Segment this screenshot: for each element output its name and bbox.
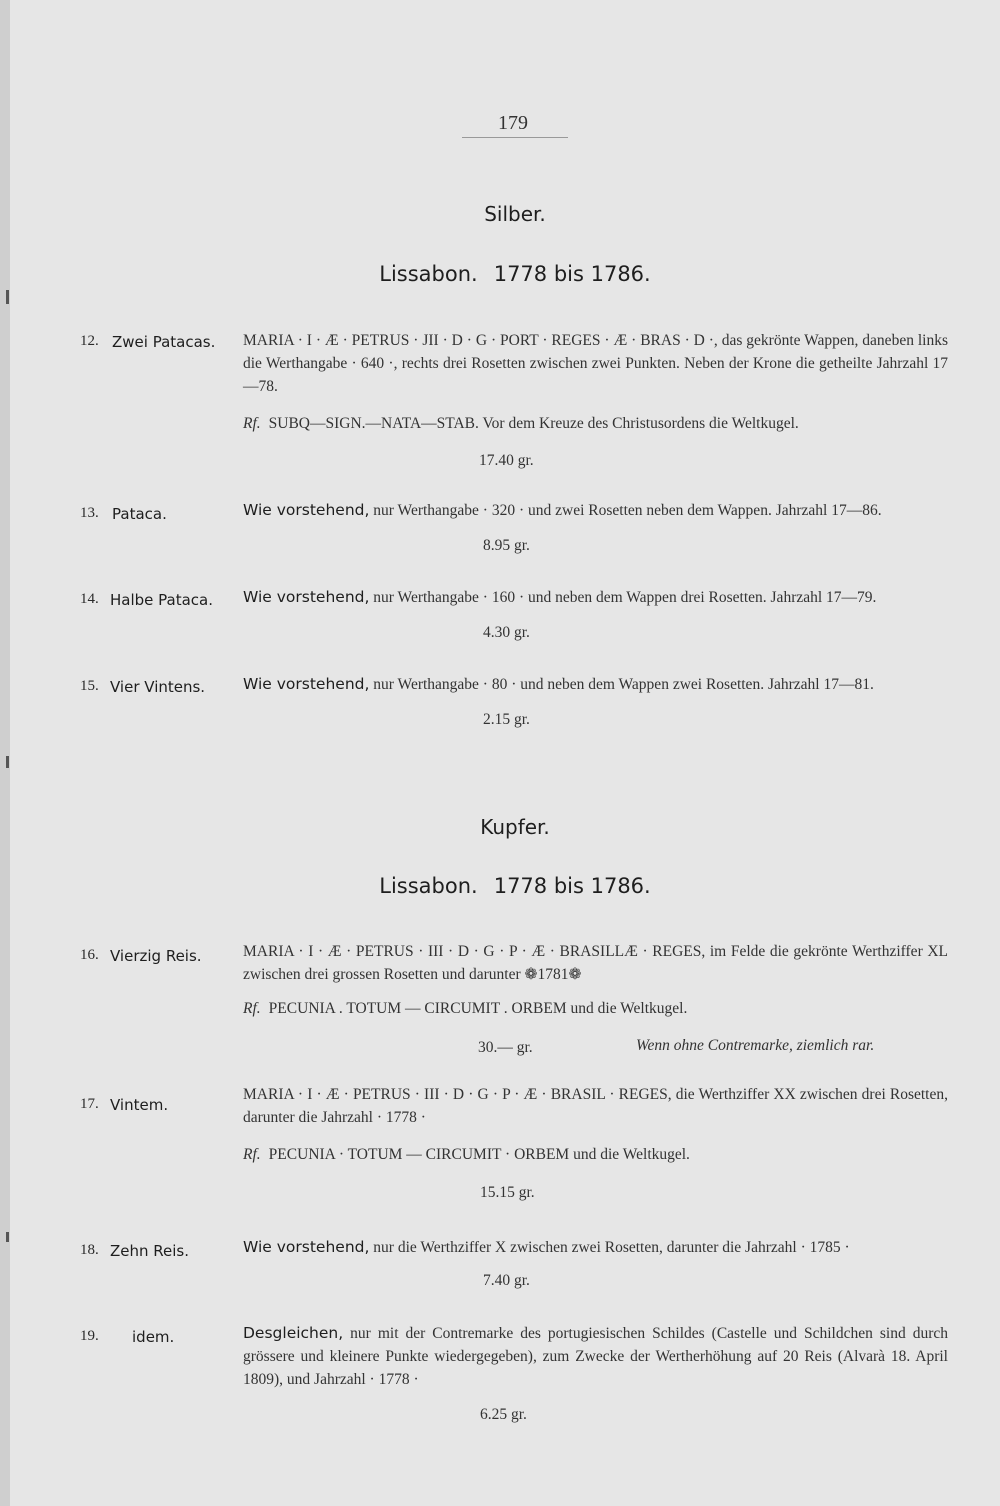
entry-number: 19. <box>80 1328 99 1344</box>
mint-years: 1778 bis 1786. <box>493 874 651 898</box>
coin-weight: 30.— gr. <box>478 1039 533 1056</box>
entry-number: 16. <box>80 947 99 963</box>
description-text: nur mit der Contremarke des portugiesischen Schildes (Castelle und Schildchen sind durch grössere und kleinere Punkte wiedergegeben), zum Zwecke der Wertherhöhung auf 20 Reis (Alvarà 18. April 1809), und Jahrzahl · 1778 · <box>243 1325 948 1388</box>
coin-description <box>243 586 948 609</box>
description-lead: Wie vorstehend, <box>243 1238 370 1256</box>
reverse-description <box>243 415 799 433</box>
coin-name: Vierzig Reis. <box>110 947 202 965</box>
reverse-description <box>243 1000 687 1018</box>
coin-weight: 15.15 gr. <box>480 1184 535 1201</box>
reverse-text: PECUNIA . TOTUM — CIRCUMIT . ORBEM und die Weltkugel. <box>268 1000 688 1017</box>
description-lead: Desgleichen, <box>243 1324 344 1342</box>
reverse-description <box>243 1146 690 1164</box>
coin-weight: 2.15 gr. <box>483 711 530 728</box>
entry-number: 17. <box>80 1096 99 1112</box>
reverse-text: PECUNIA · TOTUM — CIRCUMIT · ORBEM und die Weltkugel. <box>268 1146 690 1163</box>
coin-weight: 4.30 gr. <box>483 624 530 641</box>
coin-description <box>243 1322 948 1391</box>
coin-name: Vier Vintens. <box>110 678 206 696</box>
section-heading-mint <box>0 262 1000 286</box>
rarity-note: Wenn ohne Contremarke, ziemlich rar. <box>636 1037 875 1054</box>
coin-name: Zehn Reis. <box>110 1242 190 1260</box>
margin-mark <box>6 290 9 304</box>
entry-number: 13. <box>80 505 99 521</box>
margin-mark <box>6 1232 9 1242</box>
entry-number: 14. <box>80 591 99 607</box>
coin-weight: 7.40 gr. <box>483 1272 530 1289</box>
coin-weight: 17.40 gr. <box>479 452 534 469</box>
entry-number: 18. <box>80 1242 99 1258</box>
coin-weight: 8.95 gr. <box>483 537 530 554</box>
coin-weight: 6.25 gr. <box>480 1406 527 1423</box>
coin-description <box>243 499 948 522</box>
description-text: nur Werthangabe · 80 · und neben dem Wappen zwei Rosetten. Jahrzahl 17—81. <box>373 676 874 693</box>
coin-name: Vintem. <box>110 1096 169 1114</box>
coin-name: idem. <box>132 1328 175 1346</box>
mint-name: Lissabon. <box>379 874 478 898</box>
coin-description <box>243 1236 948 1259</box>
description-lead: Wie vorstehend, <box>243 675 370 693</box>
coin-name: Zwei Patacas. <box>112 333 216 351</box>
mint-name: Lissabon. <box>379 262 478 286</box>
section-heading-mint <box>0 874 1000 898</box>
description-text: nur Werthangabe · 160 · und neben dem Wappen drei Rosetten. Jahrzahl 17—79. <box>373 589 877 606</box>
reverse-label: Rf. <box>243 1000 261 1017</box>
description-text: nur Werthangabe · 320 · und zwei Rosetten neben dem Wappen. Jahrzahl 17—86. <box>373 502 882 519</box>
description-text: nur die Werthziffer X zwischen zwei Rosetten, darunter die Jahrzahl · 1785 · <box>373 1239 850 1256</box>
margin-mark <box>6 756 9 768</box>
description-lead: Wie vorstehend, <box>243 588 370 606</box>
reverse-text: SUBQ—SIGN.—NATA—STAB. Vor dem Kreuze des Christusordens die Weltkugel. <box>268 415 799 432</box>
description-text: MARIA · I · Æ · PETRUS · III · D · G · P · Æ · BRASILLÆ · REGES, im Felde die gekrönte Werthziffer XL zwischen drei grossen Rosetten und darunter ❁1781❁ <box>243 943 948 983</box>
entry-number: 15. <box>80 678 99 694</box>
description-text: MARIA · I · Æ · PETRUS · JII · D · G · PORT · REGES · Æ · BRAS · D ·, das gekrönte Wappen, daneben links die Werthangabe · 640 ·, rechts drei Rosetten zwischen zwei Punkten. Neben der Krone die getheilte Jahrzahl 17—78. <box>243 332 948 395</box>
coin-description <box>243 329 948 398</box>
page-number: 179 <box>498 112 528 134</box>
coin-name: Halbe Pataca. <box>110 591 214 609</box>
description-text: MARIA · I · Æ · PETRUS · III · D · G · P · Æ · BRASIL · REGES, die Werthziffer XX zwischen drei Rosetten, darunter die Jahrzahl · 1778 · <box>243 1086 948 1126</box>
mint-years: 1778 bis 1786. <box>493 262 651 286</box>
coin-description <box>243 940 948 986</box>
entry-number: 12. <box>80 333 99 349</box>
section-heading-metal: Silber. <box>484 202 546 226</box>
page-number-rule <box>462 137 568 138</box>
coin-name: Pataca. <box>112 505 167 523</box>
section-heading-metal: Kupfer. <box>480 815 550 839</box>
reverse-label: Rf. <box>243 1146 261 1163</box>
reverse-label: Rf. <box>243 415 261 432</box>
coin-description <box>243 673 948 696</box>
description-lead: Wie vorstehend, <box>243 501 370 519</box>
coin-description <box>243 1083 948 1129</box>
